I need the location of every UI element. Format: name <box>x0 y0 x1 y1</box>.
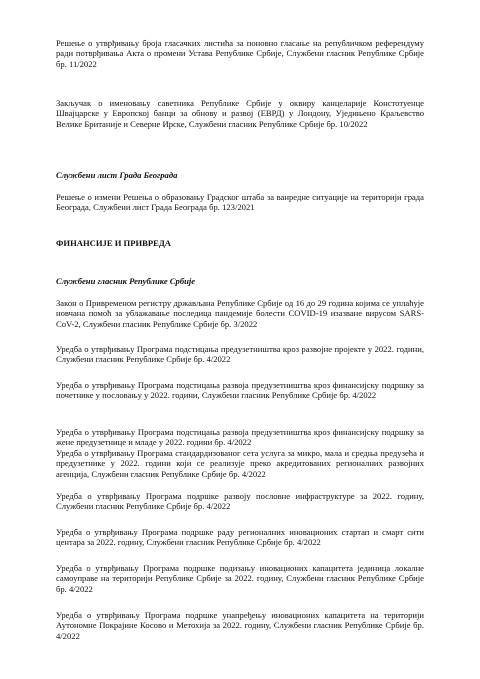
conclusion-advisor-appointment: Закључак о именовању саветника Републике Србије у оквиру канцеларије Констотуенце Швајцарске у Европској банци за обнову и развој (ЕВРД) у Лондону, Уједињено Краљевство Велике Британије и Северне Ирске, Службени гласник Републике Србије бр. 10/2022 <box>56 98 424 129</box>
regulation-local-innovation: Уредба о утврђивању Програма подршке подизању иновационих капацитета јединица локалне самоуправе на територији Републике Србије за 2022. годину, Службени гласник Републике Србије бр. 4/2022 <box>56 563 424 594</box>
decision-emergency-staff: Решење о измени Решења о образовању Градског штаба за ванредне ситуације на територији града Београда, Службени лист Града Београда бр. 123/2021 <box>56 192 424 213</box>
section-heading-official-gazette: Службени гласник Републике Србије <box>56 276 196 286</box>
regulation-standard-services: Уредба о утврђивању Програма стандардизованог сета услуга за микро, мала и средња предузећа и предузетнике у 2022. години који се реализује преко акредитованих регионалних развојних агенција, Службени гласник Републике Србије бр. 4/2022 <box>56 448 424 479</box>
regulation-beginners-support: Уредба о утврђивању Програма подстицања развоја предузетништва кроз финансијску подршку за почетнике у пословању у 2022. години, Службени гласник Републике Србије бр. 4/2022 <box>56 380 424 401</box>
decision-ballot-count: Решење о утврђивању броја гласачких листића за поновно гласање на републичком референдуму ради потврђивања Акта о промени Устава Републике Србије, Службени гласник Републике Србије бр. 11/2022 <box>56 38 424 69</box>
regulation-startup-centers: Уредба о утврђивању Програма подршке раду регионалних иновационих стартап и смарт сити центара за 2022. годину, Службени гласник Републике Србије бр. 4/2022 <box>56 527 424 548</box>
section-heading-finance-economy: ФИНАНСИЈЕ И ПРИВРЕДА <box>56 238 171 248</box>
regulation-business-infrastructure: Уредба о утврђивању Програма подршке развоју пословне инфраструктуре за 2022. годину, Службени гласник Републике Србије бр. 4/2022 <box>56 491 424 512</box>
regulation-kosovo-innovation: Уредба о утврђивању Програма подршке унапређењу иновационих капацитета на територији Аутономне Покрајине Косово и Метохија за 2022. годину, Службени гласник Републике Србије бр. 4/2022 <box>56 610 424 641</box>
regulation-development-projects: Уредба о утврђивању Програма подстицања предузетништва кроз развојне пројекте у 2022. години, Службени гласник Републике Србије бр. 4/2022 <box>56 344 424 365</box>
law-temporary-register: Закон о Привременом регистру држављана Републике Србије од 16 до 29 година којима се уплаћује новчана помоћ за ублажавање последица пандемије болести COVID-19 изазване вирусом SARS-CoV-2, Службени гласник Републике Србије бр. 3/2022 <box>56 298 424 329</box>
section-heading-belgrade-gazette: Службени лист Града Београда <box>56 170 178 180</box>
regulation-women-youth: Уредба о утврђивању Програма подстицања развоја предузетништва кроз финансијску подршку за жене предузетнице и младе у 2022. години бр. 4/2022 <box>56 427 424 448</box>
